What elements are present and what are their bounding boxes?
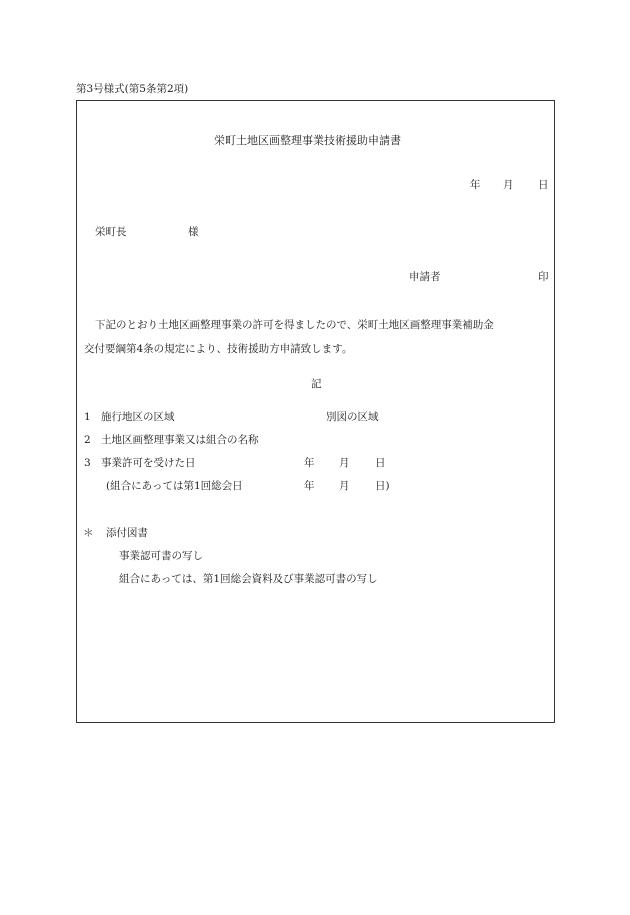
attachment-line-2: 組合にあっては、第1回総会資料及び事業認可書の写し	[119, 573, 378, 585]
date-day: 日	[538, 179, 549, 191]
item-number: 3	[84, 457, 91, 469]
applicant-label: 申請者	[409, 271, 441, 283]
item-day: 日	[375, 457, 386, 469]
addressee-honorific: 様	[188, 226, 199, 238]
sub-item-month: 月	[339, 480, 350, 492]
item-number: 1	[84, 411, 91, 423]
attachment-line-1: 事業認可書の写し	[119, 550, 203, 562]
sub-item-day: 日)	[375, 480, 390, 492]
form-number: 第3号様式(第5条第2項)	[76, 83, 189, 95]
sub-item-year: 年	[304, 480, 315, 492]
date-month: 月	[503, 179, 514, 191]
date-year: 年	[470, 179, 481, 191]
attachments-title: 添付図書	[106, 527, 148, 539]
body-line-2: 交付要綱第4条の規定により、技術援助方申請致します。	[84, 343, 353, 355]
item-number: 2	[84, 434, 91, 446]
item-month: 月	[339, 457, 350, 469]
item-value: 別図の区域	[326, 411, 379, 423]
item-year: 年	[304, 457, 315, 469]
item-label: 土地区画整理事業又は組合の名称	[101, 434, 259, 446]
item-label: 事業許可を受けた日	[101, 457, 196, 469]
asterisk-mark: ＊	[83, 527, 94, 539]
ki-heading: 記	[311, 378, 322, 390]
item-label: 施行地区の区域	[101, 411, 175, 423]
addressee-name: 栄町長	[95, 226, 127, 238]
form-title: 栄町土地区画整理事業技術援助申請書	[214, 134, 401, 147]
body-line-1: 下記のとおり土地区画整理事業の許可を得ましたので、栄町土地区画整理事業補助金	[95, 319, 494, 331]
sub-item-label: (組合にあっては第1回総会日	[106, 480, 243, 492]
applicant-seal: 印	[538, 271, 549, 283]
